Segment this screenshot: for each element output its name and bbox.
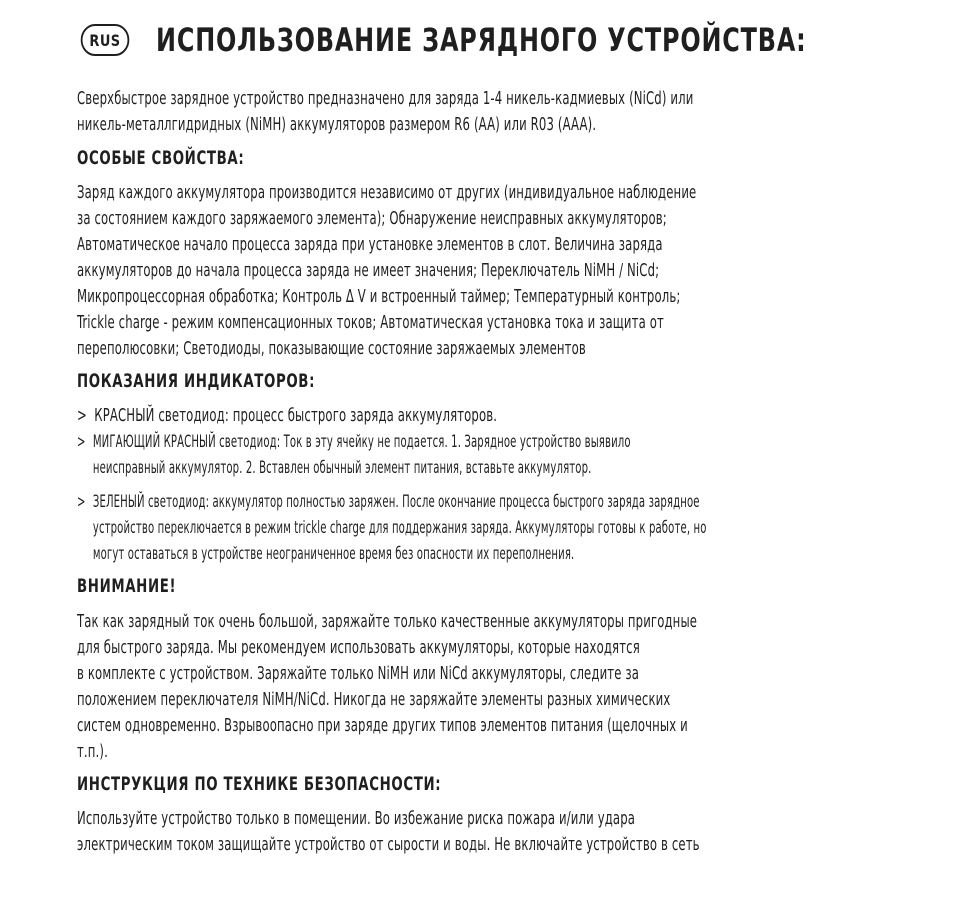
bullet-marker: >	[77, 405, 87, 426]
features-heading	[77, 145, 291, 171]
warning-line: Так как зарядный ток очень большой, заряжайте только качественные аккумуляторы пригодные	[77, 611, 698, 632]
list-item-text: МИГАЮЩИЙ КРАСНЫЙ светодиод: Ток в эту ячейку не подается. 1. Зарядное устройство выявило	[92, 432, 631, 452]
list-item-text: КРАСНЫЙ светодиод: процесс быстрого заряда аккумуляторов.	[94, 405, 498, 426]
indicator-green	[77, 489, 954, 567]
indicators-heading	[77, 368, 382, 394]
safety-line: Используйте устройство только в помещении. Во избежание риска пожара и/или удара	[77, 808, 636, 829]
warning-heading	[77, 573, 204, 599]
list-item-continuation: могут оставаться в устройстве неограниченное время без опасности их переполнения.	[92, 544, 575, 564]
warning-paragraph	[77, 609, 938, 765]
warning-line: в комплекте с устройством. Заряжайте только NiMH или NiCd аккумуляторы, следите за	[77, 663, 640, 684]
indicator-blinking	[77, 429, 916, 481]
list-item	[77, 403, 497, 429]
list-item	[77, 429, 631, 455]
safety-line: электрическим током защищайте устройство от сырости и воды. Не включайте устройство в сеть	[77, 834, 700, 855]
features-line: за состоянием каждого заряжаемого элемента); Обнаружение неисправных аккумуляторов;	[77, 208, 667, 229]
list-item	[77, 489, 707, 515]
language-badge: RUS	[81, 24, 130, 56]
page-title: ИСПОЛЬЗОВАНИЕ ЗАРЯДНОГО УСТРОЙСТВА:	[156, 21, 807, 59]
features-line: переполюсовки; Светодиоды, показывающие состояние заряжаемых элементов	[77, 338, 586, 359]
warning-line: для быстрого заряда. Мы рекомендуем использовать аккумуляторы, которые находятся	[77, 637, 640, 658]
warning-line: т.п.).	[77, 741, 108, 762]
features-line: Микропроцессорная обработка; Контроль ∆ V и встроенный таймер; Температурный контроль;	[77, 286, 681, 307]
section-heading: ПОКАЗАНИЯ ИНДИКАТОРОВ:	[77, 370, 316, 392]
intro-paragraph	[77, 86, 933, 138]
section-heading: ВНИМАНИЕ!	[77, 575, 177, 597]
safety-paragraph	[77, 806, 942, 858]
features-line: Trickle charge - режим компенсационных токов; Автоматическая установка тока и защита от	[77, 312, 664, 333]
list-item-continuation: неисправный аккумулятор. 2. Вставлен обычный элемент питания, вставьте аккумулятор.	[92, 458, 592, 478]
section-heading: ОСОБЫЕ СВОЙСТВА:	[77, 147, 245, 169]
intro-line: никель-металлгидридных (NiMH) аккумуляторов размером R6 (AA) или R03 (AAA).	[77, 114, 597, 135]
warning-line: систем одновременно. Взрывоопасно при заряде других типов элементов питания (щелочных и	[77, 715, 688, 736]
bullet-marker: >	[77, 432, 86, 452]
safety-heading	[77, 771, 544, 797]
intro-line: Сверхбыстрое зарядное устройство предназначено для заряда 1-4 никель-кадмиевых (NiCd) или	[77, 88, 694, 109]
warning-line: положением переключателя NiMH/NiCd. Никогда не заряжайте элементы разных химических	[77, 689, 671, 710]
features-line: Автоматическое начало процесса заряда при установке элементов в слот. Величина заряда	[77, 234, 663, 255]
features-line: Заряд каждого аккумулятора производится независимо от других (индивидуальное наблюдение	[77, 182, 697, 203]
features-paragraph	[77, 180, 937, 362]
indicator-red	[77, 403, 661, 429]
bullet-marker: >	[77, 492, 86, 512]
features-line: аккумуляторов до начала процесса заряда не имеет значения; Переключатель NiMH / NiCd;	[77, 260, 660, 281]
section-heading: ИНСТРУКЦИЯ ПО ТЕХНИКЕ БЕЗОПАСНОСТИ:	[77, 773, 442, 795]
list-item-continuation: устройство переключается в режим trickle charge для поддержания заряда. Аккумуляторы готовы к работе, но	[92, 518, 707, 538]
list-item-text: ЗЕЛЕНЫЙ светодиод: аккумулятор полностью заряжен. После окончание процесса быстрого заряда зарядное	[92, 492, 700, 512]
page-header	[78, 18, 940, 62]
